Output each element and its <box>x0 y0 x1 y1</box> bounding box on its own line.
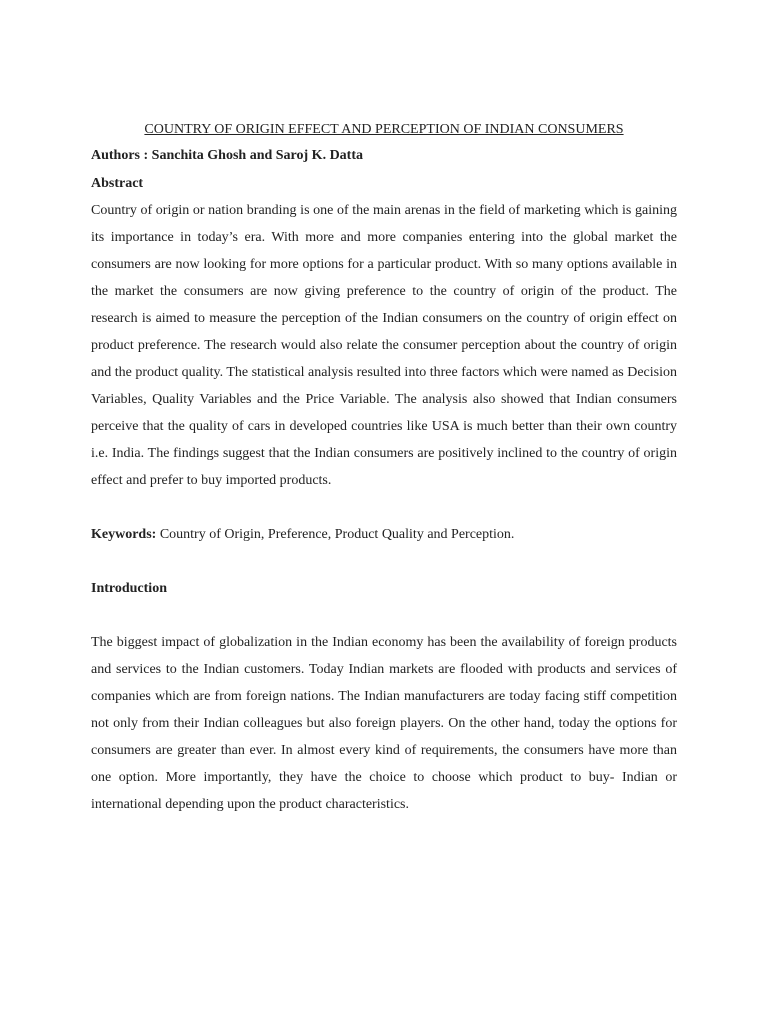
abstract-text: Country of origin or nation branding is one of the main arenas in the field of marketing which is gaining its importance in today’s era. With more and more companies entering into the global market the consumers are now looking for more options for a particular product. With so many options available in the market the consumers are now giving preference to the country of origin of the product. The research is aimed to measure the perception of the Indian consumers on the country of origin effect on product preference. The research would also relate the consumer perception about the country of origin and the product quality. The statistical analysis resulted into three factors which were named as Decision Variables, Quality Variables and the Price Variable. The analysis also showed that Indian consumers perceive that the quality of cars in developed countries like USA is much better than their own country i.e. India. The findings suggest that the Indian consumers are positively inclined to the country of origin effect and prefer to buy imported products. <box>91 203 677 488</box>
keywords-label: Keywords: <box>91 527 157 542</box>
paper-authors: Authors : Sanchita Ghosh and Saroj K. Datta <box>91 148 364 163</box>
paper-title: COUNTRY OF ORIGIN EFFECT AND PERCEPTION OF INDIAN CONSUMERS <box>144 122 624 137</box>
document-page <box>91 118 677 818</box>
abstract-heading: Abstract <box>91 176 144 191</box>
keywords-text: Country of Origin, Preference, Product Quality and Perception. <box>156 527 515 542</box>
introduction-text: The biggest impact of globalization in the Indian economy has been the availability of foreign products and services to the Indian customers. Today Indian markets are flooded with products and services of companies which are from foreign nations. The Indian manufacturers are today facing stiff competition not only from their Indian colleagues but also foreign players. On the other hand, today the options for consumers are greater than ever. In almost every kind of requirements, the consumers have more than one option. More importantly, they have the choice to choose which product to buy- Indian or international depending upon the product characteristics. <box>91 635 677 812</box>
keywords-line <box>91 521 677 548</box>
introduction-heading: Introduction <box>91 581 167 596</box>
